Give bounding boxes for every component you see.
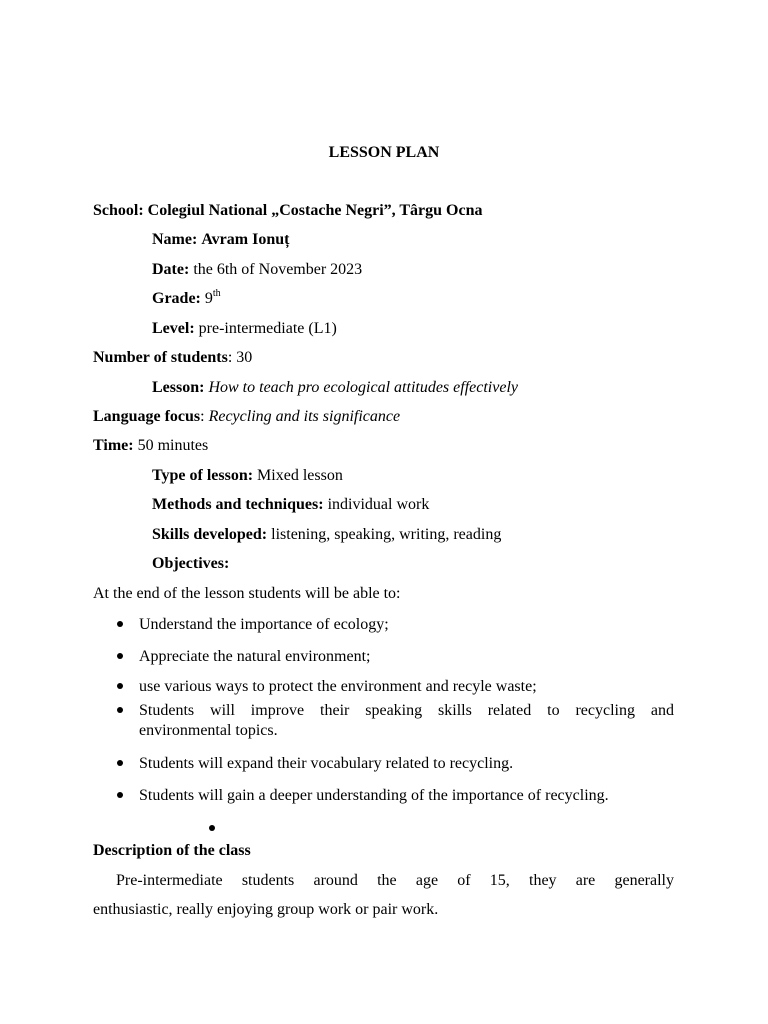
lesson-label: Lesson: [152,379,205,396]
level-label: Level: [152,320,195,337]
lesson-value: How to teach pro ecological attitudes effectively [208,379,518,396]
methods-label: Methods and techniques: [152,496,324,513]
objectives-intro: At the end of the lesson students will be able to: [93,585,401,602]
school-value: Colegiul National „Costache Negri”, Târgu Ocna [147,202,483,219]
name-label: Name: [152,231,198,248]
objective-item: Students will expand their vocabulary related to recycling. [139,755,514,772]
type-of-lesson-label: Type of lesson: [152,467,254,484]
objectives-label: Objectives: [152,555,230,572]
objective-item: Students will gain a deeper understanding of the importance of recycling. [139,787,609,804]
skills-row [152,525,501,545]
students-label: Number of students [93,349,228,366]
time-value: 50 minutes [137,437,209,454]
objectives-heading [152,554,229,574]
grade-row [152,289,221,309]
language-focus-value: Recycling and its significance [208,408,401,425]
grade-value: 9 [204,290,213,307]
language-focus-row: Language focus: Recycling and its significance [93,408,401,425]
type-of-lesson-value: Mixed lesson [257,467,343,484]
school-row [93,201,482,221]
bullet-icon [117,653,123,659]
objective-item: Students will improve their speaking skills related to recycling and [139,702,674,719]
lesson-row [152,378,518,398]
methods-row [152,495,429,515]
description-heading-text: Description of the class [93,842,251,859]
language-focus-label: Language focus [93,408,201,425]
objective-item: use various ways to protect the environment and recyle waste; [139,678,537,695]
methods-value: individual work [327,496,430,513]
level-row [152,319,337,339]
description-paragraph [93,866,674,924]
students-row [93,348,252,368]
date-row [152,260,362,280]
page-title: LESSON PLAN [328,144,440,161]
school-label: School: [93,202,144,219]
bullet-icon [117,760,123,766]
objective-item: Understand the importance of ecology; [139,616,389,633]
description-heading [93,841,251,861]
description-line-1: Pre-intermediate students around the age of 15, they are generally [116,872,674,889]
name-row [152,230,289,250]
bullet-icon [117,792,123,798]
skills-value: listening, speaking, writing, reading [271,526,502,543]
time-row [93,436,208,456]
grade-label: Grade: [152,290,201,307]
grade-suffix: th [212,288,221,299]
description-line-2: enthusiastic, really enjoying group work or pair work. [93,901,439,918]
objective-item: Appreciate the natural environment; [139,648,371,665]
name-value: Avram Ionuț [201,231,290,248]
objective-item-continuation: environmental topics. [139,722,278,739]
empty-bullet-icon [209,825,215,831]
level-value: pre-intermediate (L1) [198,320,337,337]
date-label: Date: [152,261,190,278]
skills-label: Skills developed: [152,526,268,543]
date-value: the 6th of November 2023 [193,261,363,278]
bullet-icon [117,621,123,627]
bullet-icon [117,707,123,713]
students-value: : 30 [227,349,253,366]
time-label: Time: [93,437,134,454]
bullet-icon [117,683,123,689]
type-of-lesson-row [152,466,343,486]
